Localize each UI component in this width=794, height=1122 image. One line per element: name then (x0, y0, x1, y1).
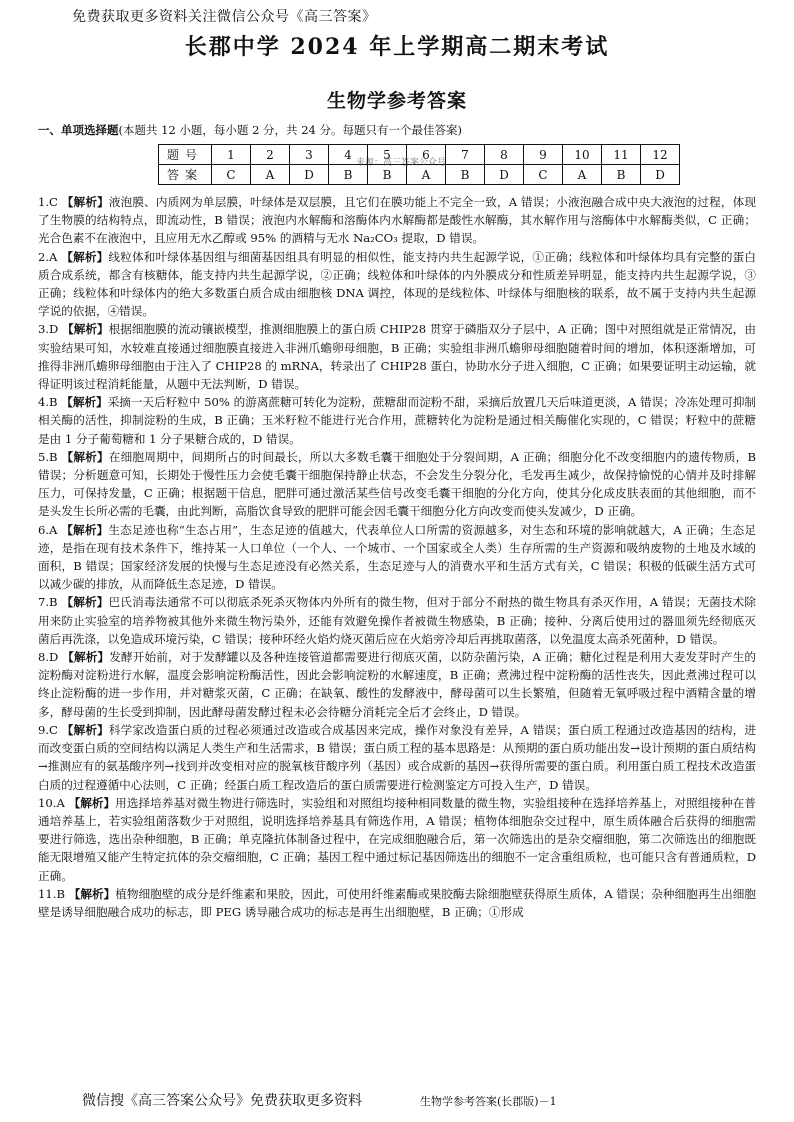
table-cell-number: 5 (368, 145, 407, 165)
table-cell-answer: C (212, 165, 251, 185)
item-number: 2.A (38, 249, 58, 264)
explanation-item (38, 521, 756, 594)
item-text: 根据细胞膜的流动镶嵌模型，推测细胞膜上的蛋白质 CHIP28 贯穿于磷脂双分子层中，A 正确；图中对照组就是正常情况，由实验结果可知，水较难直接通过细胞膜直接进入非洲爪蟾卵母细胞，B 正确；实验组非洲爪蟾卵母细胞随着时间的增加，体积逐渐增加，可推得非洲爪蟾卵母细胞由于注入了 CHIP28 的 mRNA，转录出了 CHIP28 蛋白，协助水分子进入细胞，C 正确；如果要证明主动运输，就得证明该过程消耗能量，从题中无法判断，D 错误。 (38, 322, 756, 392)
table-cell-number: 9 (524, 145, 563, 165)
table-stamp-watermark: 来源：高三答案公众号 (356, 158, 447, 168)
item-tag: 【解析】 (61, 722, 109, 737)
table-cell-answer: A (407, 165, 446, 185)
section-label: 一、单项选择题 (38, 123, 119, 137)
table-cell-answer: B (329, 165, 368, 185)
table-header-answer: 答案 (159, 165, 212, 185)
explanation-item (38, 885, 756, 921)
item-number: 9.C (38, 722, 58, 737)
item-tag: 【解析】 (62, 322, 109, 337)
table-cell-number: 3 (290, 145, 329, 165)
item-tag: 【解析】 (61, 249, 109, 264)
item-text: 线粒体和叶绿体基因组与细菌基因组具有明显的相似性，能支持内共生起源学说，①正确；线粒体和叶绿体均具有完整的蛋白质合成系统，都含有核糖体，能支持内共生起源学说，②正确；线粒体和叶绿体的内外膜成分和性质差异明显，能支持内共生起源学说，③正确；线粒体和叶绿体内的绝大多数蛋白质合成由细胞核 DNA 调控，体现的是线粒体、叶绿体与细胞核的联系，故不属于支持内共生起源学说的依据，④错误。 (38, 249, 756, 319)
table-cell-number: 7 (446, 145, 485, 165)
explanation-item (38, 448, 756, 521)
table-cell-answer: D (485, 165, 524, 185)
table-cell-number: 8 (485, 145, 524, 165)
item-number: 4.B (38, 395, 58, 410)
item-tag: 【解析】 (61, 595, 109, 610)
item-number: 8.D (38, 650, 59, 665)
item-text: 生态足迹也称“生态占用”，生态足迹的值越大，代表单位人口所需的资源越多，对生态和环境的影响就越大，A 正确；生态足迹，是指在现有技术条件下，维持某一人口单位（一个人、一个城市、一个国家或全人类）生存所需的生产资源和吸纳废物的土地及水域的面积，B 错误；国家经济发展的快慢与生态足迹没有必然关系，生态足迹与人的消费水平和生活方式有关，C 错误；积极的低碳生活方式可以减少碳的排放，从而降低生态足迹，D 错误。 (38, 522, 756, 592)
table-cell-answer: B (446, 165, 485, 185)
item-text: 在细胞周期中，间期所占的时间最长，所以大多数毛囊干细胞处于分裂间期，A 正确；细胞分化不改变细胞内的遗传物质，B 错误；分析题意可知，长期处于慢性压力会使毛囊干细胞保持静止状态，不会发生分裂分化，毛发再生减少，故保持愉悦的心情并及时排解压力，可保持发量，C 正确；根据题干信息，肥胖可通过激活某些信号改变毛囊干细胞的分化方向，使其分化成皮肤表面的其他细胞，而不是头发生长所必需的毛囊，由此判断，高脂饮食导致的肥胖可能会因毛囊干细胞分化方向改变而使头发减少，D 正确。 (38, 449, 756, 519)
school-title: 长郡中学 2024 年上学期高二期末考试 (184, 34, 610, 60)
item-number: 11.B (38, 886, 65, 901)
item-number: 10.A (38, 795, 65, 810)
item-number: 1.C (38, 195, 58, 209)
footer-watermark: 微信搜《高三答案公众号》免费获取更多资料 (82, 1093, 362, 1109)
footer-page-label: 生物学参考答案(长郡版)－1 (420, 1095, 557, 1108)
table-cell-number: 4 (329, 145, 368, 165)
table-cell-number: 10 (563, 145, 602, 165)
table-cell-number: 12 (641, 145, 680, 165)
explanation-item (38, 794, 756, 885)
item-tag: 【解析】 (68, 795, 116, 810)
item-tag: 【解析】 (61, 395, 108, 410)
item-text: 用选择培养基对微生物进行筛选时，实验组和对照组均接种相同数量的微生物，实验组接种在选择培养基上，对照组接种在普通培养基上，若实验组菌落数少于对照组，说明选择培养基具有筛选作用，A 错误；植物体细胞杂交过程中，原生质体融合后获得的细胞需要进行筛选，选出杂种细胞，B 正确；单克隆抗体制备过程中，在完成细胞融合后，第一次筛选出的是杂交瘤细胞，第二次筛选出的细胞既能无限增殖又能产生特定抗体的杂交瘤细胞，C 正确；基因工程中通过标记基因筛选出的细胞不一定含重组质粒，也可能只含有普通质粒，D 正确。 (38, 795, 756, 883)
item-text: 植物细胞壁的成分是纤维素和果胶，因此，可使用纤维素酶或果胶酶去除细胞壁获得原生质体，A 错误；杂种细胞再生出细胞壁是诱导细胞融合成功的标志，即 PEG 诱导融合成功的标志是再生出细胞壁，B 正确；①形成 (38, 886, 756, 919)
table-cell-answer: D (641, 165, 680, 185)
item-tag: 【解析】 (61, 449, 109, 464)
item-tag: 【解析】 (61, 195, 109, 209)
subject-title: 生物学参考答案 (326, 90, 467, 112)
table-cell-number: 11 (602, 145, 641, 165)
table-cell-answer: A (251, 165, 290, 185)
explanation-item (38, 721, 756, 794)
explanation-item (38, 393, 756, 448)
answer-explanations (38, 193, 756, 921)
table-cell-answer: D (290, 165, 329, 185)
table-cell-number: 2 (251, 145, 290, 165)
item-text: 科学家改造蛋白质的过程必须通过改造或合成基因来完成，操作对象没有差异，A 错误；蛋白质工程通过改造基因的结构，进而改变蛋白质的空间结构以满足人类生产和生活需求，B 错误；蛋白质工程的基本思路是：从预期的蛋白质功能出发→设计预期的蛋白质结构→推测应有的氨基酸序列→找到并改变相对应的脱氧核苷酸序列（基因）或合成新的基因→获得所需要的蛋白质。利用蛋白质工程技术改造蛋白质的过程遵循中心法则，C 正确；经蛋白质工程改造后的蛋白质需要进行检测鉴定方可投入生产，D 错误。 (38, 722, 756, 792)
explanation-item (38, 648, 756, 721)
item-tag: 【解析】 (62, 650, 110, 665)
explanation-item (38, 593, 756, 648)
item-text: 液泡膜、内质网为单层膜，叶绿体是双层膜，且它们在膜功能上不完全一致，A 错误；小液泡融合成中央大液泡的过程，体现了生物膜的结构特点，即流动性，B 错误；液泡内水解酶和溶酶体内水解酶都是酸性水解酶，其水解作用与溶酶体中水解酶类似，C 正确；光合色素不在液泡中，且应用无水乙醇或 95% 的酒精与无水 Na₂CO₃ 提取，D 错误。 (38, 195, 756, 246)
table-cell-number: 1 (212, 145, 251, 165)
table-cell-number: 6 (407, 145, 446, 165)
explanation-item (38, 193, 756, 248)
item-text: 巴氏消毒法通常不可以彻底杀死杀灭物体内外所有的微生物，但对于部分不耐热的微生物具有杀灭作用，A 错误；无菌技术除用来防止实验室的培养物被其他外来微生物污染外，还能有效避免操作者被微生物感染，B 正确；接种、分离后使用过的器皿须先经彻底灭菌后再洗涤，以免造成环境污染，C 错误；接种环经火焰灼烧灭菌后应在火焰旁冷却后再挑取菌落，以免温度太高杀死菌种，D 错误。 (38, 595, 756, 646)
table-cell-answer: B (602, 165, 641, 185)
table-cell-answer: B (368, 165, 407, 185)
table-header-number: 题号 (159, 145, 212, 165)
item-number: 6.A (38, 522, 58, 537)
section-note: (本题共 12 小题，每小题 2 分，共 24 分。每题只有一个最佳答案) (118, 123, 462, 137)
explanation-item (38, 248, 756, 321)
item-number: 7.B (38, 595, 58, 610)
table-cell-answer: A (563, 165, 602, 185)
item-number: 3.D (38, 322, 59, 337)
item-number: 5.B (38, 449, 58, 464)
header-watermark: 免费获取更多资料关注微信公众号《高三答案》 (72, 9, 377, 25)
item-tag: 【解析】 (61, 522, 109, 537)
section-heading (38, 122, 462, 138)
table-cell-answer: C (524, 165, 563, 185)
item-text: 发酵开始前，对于发酵罐以及各种连接管道都需要进行彻底灭菌，以防杂菌污染，A 正确；糖化过程是利用大麦发芽时产生的淀粉酶对淀粉进行水解，温度会影响淀粉酶活性，因此会影响淀粉的水解速度，B 正确；煮沸过程中淀粉酶的活性丧失，因此煮沸过程可以终止淀粉酶的进一步作用，并对糖浆灭菌，C 正确；在缺氧、酸性的发酵液中，酵母菌可以生长繁殖，但随着无氧呼吸过程中酒精含量的增多，酵母菌的生长受到抑制，因此酵母菌发酵过程未必会待糖分消耗完全后才会终止，D 错误。 (38, 650, 756, 719)
item-tag: 【解析】 (68, 886, 116, 901)
item-text: 采摘一天后籽粒中 50% 的游离蔗糖可转化为淀粉，蔗糖甜而淀粉不甜，采摘后放置几天后味道更淡，A 错误；冷冻处理可抑制相关酶的活性，抑制淀粉的生成，B 正确；玉米籽粒不能进行光合作用，蔗糖转化为淀粉是通过相关酶催化实现的，C 错误；籽粒中的蔗糖是由 1 分子葡萄糖和 1 分子果糖合成的，D 错误。 (38, 395, 757, 446)
explanation-item (38, 320, 756, 393)
